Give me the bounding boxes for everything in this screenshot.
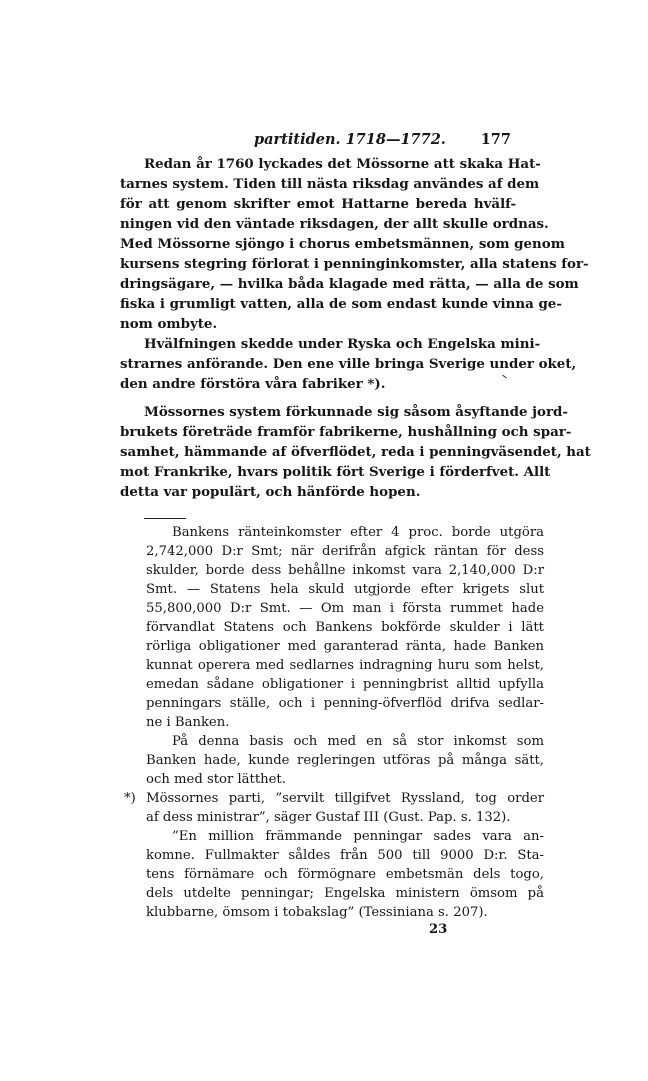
page-number: 177 — [480, 131, 511, 148]
text-line: tarnes system. Tiden till nästa riksdag användes af dem — [120, 176, 540, 192]
text-line: detta var populärt, och hänförde hopen. — [120, 484, 421, 500]
footnote-line: emedan sådane obligationer i penningbrist alltid upfylla — [146, 677, 544, 692]
footnote-line: penningars ställe, och i penning-öfverflöd drifva sedlar- — [146, 696, 544, 711]
footnote-line: förvandlat Statens och Bankens bokförde skulder i lätt — [146, 620, 544, 635]
footnote-line: ”En million främmande penningar sades vara an- — [172, 829, 544, 844]
text-line: ningen vid den väntade riksdagen, der allt skulle ordnas. — [120, 216, 549, 232]
text-line: samhet, hämmande af öfverflödet, reda i penningväsendet, hat — [120, 444, 591, 460]
footnote-line: 2,742,000 D:r Smt; när derifrån afgick räntan för dess — [146, 544, 544, 559]
running-title: partitiden. 1718—1772. — [254, 131, 446, 148]
signature-mark: 23 — [429, 922, 448, 937]
text-line: mot Frankrike, hvars politik fört Sverige i förderfvet. Allt — [120, 464, 551, 480]
footnote-line: rörliga obligationer med garanterad ränta, hade Banken — [146, 639, 544, 654]
footnote-line: På denna basis och med en så stor inkomst som — [172, 734, 544, 749]
text-line: Med Mössorne sjöngo i chorus embetsmännen, som genom — [120, 236, 565, 252]
footnote-line: kunnat operera med sedlarnes indragning huru som helst, — [146, 658, 544, 673]
footnote-line: skulder, borde dess behållne inkomst vara 2,140,000 D:r — [146, 563, 544, 578]
footnote-line: Banken hade, kunde regleringen utföras på många sätt, — [146, 753, 544, 768]
text-line: för att genom skrifter emot Hattarne bereda hvälf- — [120, 196, 516, 212]
running-header — [120, 131, 515, 151]
footnote-divider — [144, 518, 186, 519]
footnote-line: dels utdelte penningar; Engelska ministern ömsom på — [146, 886, 544, 901]
footnote-line: af dess ministrar”, säger Gustaf III (Gust. Pap. s. 132). — [146, 810, 511, 825]
footnote-line: 55,800,000 D:r Smt. — Om man i första rummet hade — [146, 601, 544, 616]
footnote-line: Smt. — Statens hela skuld utgjorde efter krigets slut — [146, 582, 544, 597]
text-line: kursens stegring förlorat i penninginkomster, alla statens for- — [120, 256, 589, 272]
text-line: strarnes anförande. Den ene ville bringa Sverige under oket, — [120, 356, 577, 372]
footnote-line: tens förnämare och förmögnare embetsmän dels togo, — [146, 867, 544, 882]
footnote-line: *) Mössornes parti, ”servilt tillgifvet Ryssland, tog order — [124, 791, 544, 806]
text-line: den andre förstöra våra fabriker *). — [120, 376, 386, 392]
text-line: fiska i grumligt vatten, alla de som endast kunde vinna ge- — [120, 296, 562, 312]
text-line: Redan år 1760 lyckades det Mössorne att skaka Hat- — [144, 156, 541, 172]
text-line: dringsägare, — hvilka båda klagade med rätta, — alla de som — [120, 276, 579, 292]
footnote-line: klubbarne, ömsom i tobakslag” (Tessiniana s. 207). — [146, 905, 488, 920]
footnote-line: och med stor lätthet. — [146, 772, 286, 787]
footnote-line: ne i Banken. — [146, 715, 230, 730]
text-line: nom ombyte. — [120, 316, 218, 332]
text-line: Mössornes system förkunnade sig såsom åsyftande jord- — [144, 404, 568, 420]
text-line: brukets företräde framför fabrikerne, hushållning och spar- — [120, 424, 572, 440]
footnote-line: komne. Fullmakter såldes från 500 till 9000 D:r. Sta- — [146, 848, 544, 863]
text-line: Hvälfningen skedde under Ryska och Engelska mini- — [144, 336, 541, 352]
footnote-line: Bankens ränteinkomster efter 4 proc. borde utgöra — [172, 525, 544, 540]
